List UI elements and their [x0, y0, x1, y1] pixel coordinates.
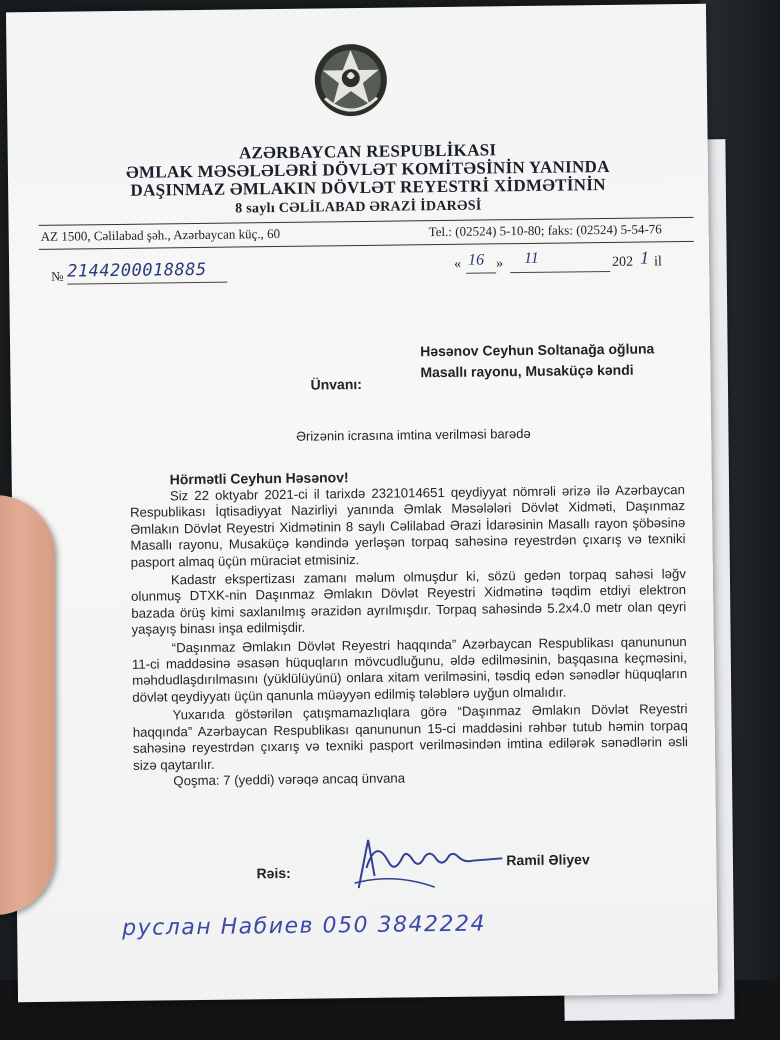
signatory-label: Rəis: — [256, 864, 291, 882]
hand-thumb — [0, 495, 55, 915]
letter-subject: Ərizənin icrasına imtina verilməsi barədə — [296, 425, 531, 444]
recipient-address: Masallı rayonu, Musaküçə kəndi — [420, 361, 634, 381]
date-month-line — [510, 271, 610, 273]
date-month: 11 — [523, 249, 539, 268]
reference-number-line — [67, 282, 227, 285]
official-letter-page — [6, 4, 718, 1002]
handwritten-contact-note: руслан Набиев 050 3842224 — [122, 911, 487, 941]
letter-body — [130, 482, 689, 790]
body-paragraph: Yuxarıda göstərilən çatışmamazlıqlara görə “Daşınmaz Əmlakın Dövlət Reyestri haqqında” Azərbaycan Respublikası qanununun 15-ci maddəsini rəhbər tutub həmin torpaq sahəsinə reyestrdən çıxarış və texniki pasport verilməsindən imtina edilərək sənədlərin əsli sizə qaytarılır. — [132, 701, 689, 773]
attachment-note: Qoşma: 7 (yeddi) vərəqə ancaq ünvana — [173, 770, 406, 789]
date-quote-close: » — [495, 256, 504, 272]
date-day: 16 — [467, 251, 485, 269]
recipient-name: Həsənov Ceyhun Soltanağa oğluna — [420, 340, 655, 360]
header-office: 8 saylı CƏLİLABAD ƏRAZİ İDARƏSİ — [235, 198, 482, 217]
office-phone: Tel.: (02524) 5-10-80; faks: (02524) 5-54-76 — [428, 221, 662, 240]
header-committee: ƏMLAK MƏSƏLƏLƏRİ DÖVLƏT KOMİTƏSİNİN YANINDA — [125, 156, 610, 182]
body-paragraph: Kadastr ekspertizası zamanı məlum olmuşdur ki, sözü gedən torpaq sahəsi ləğv olunmuş DTXK-nin Daşınmaz Əmlakın Dövlət Reyestri Xidmətinə təqdim etdiyi elektron bazada örüş kimi saxlanılmış ərazidən ayrılmışdır. Torpaq sahəsində 5.2x4.0 metr olan qeyri yaşayış binası inşa edilmişdir. — [131, 566, 687, 638]
letter-greeting: Hörmətli Ceyhun Həsənov! — [169, 469, 349, 488]
body-paragraph: “Daşınmaz Əmlakın Dövlət Reyestri haqqında” Azərbaycan Respublikası qanununun 11-ci maddəsinə əsasən hüquqların mövcudluğunu, əldə edilməsinin, başqasına keçməsini, məhdudlaşdırılmasını (yüklülüyünü) onlara xitam verilməsini, təsdiq edən sənədlər hüquqların dövlət qeydiyyatı üçün qanunla müəyyən edilmiş tələblərə uyğun olmalıdır. — [131, 633, 688, 705]
letter-date — [453, 247, 694, 279]
date-quote-open: « — [453, 256, 462, 272]
date-year-prefix: 202 — [611, 254, 634, 270]
header-republic: AZƏRBAYCAN RESPUBLİKASI — [238, 140, 497, 163]
date-year-suffix: il — [653, 254, 662, 270]
reference-number: 2144200018885 — [67, 259, 207, 282]
body-paragraph: Siz 22 oktyabr 2021-ci il tarixdə 2321014651 qeydiyyat nömrəli ərizə ilə Azərbaycan Respublikası İqtisadiyyat Nazirliyi yanında Əmlak Məsələləri Dövlət Xidməti, Daşınmaz Əmlakın Dövlət Reyestri Xidmətinin 8 saylı Cəlilabad Ərazi İdarəsinin Masallı rayon şöbəsinə Masallı rayonu, Musaküçə kəndində yerləşən torpaq sahəsinə reyestrdən çıxarış və texniki pasport almaq üçün müraciət etmisiniz. — [130, 482, 686, 570]
signatory-name: Ramil Əliyev — [506, 851, 590, 869]
state-emblem-icon — [310, 40, 391, 121]
recipient-label: Ünvanı: — [310, 375, 362, 393]
signature-scribble-icon — [346, 826, 517, 898]
header-service: DAŞINMAZ ƏMLAKIN DÖVLƏT REYESTRİ XİDMƏTİNİN — [130, 174, 606, 200]
date-year-digit: 1 — [639, 247, 650, 268]
reference-number-label: № — [51, 268, 64, 284]
office-address: AZ 1500, Cəlilabad şəh., Azərbaycan küç., 60 — [40, 225, 281, 244]
date-day-line — [466, 272, 496, 273]
